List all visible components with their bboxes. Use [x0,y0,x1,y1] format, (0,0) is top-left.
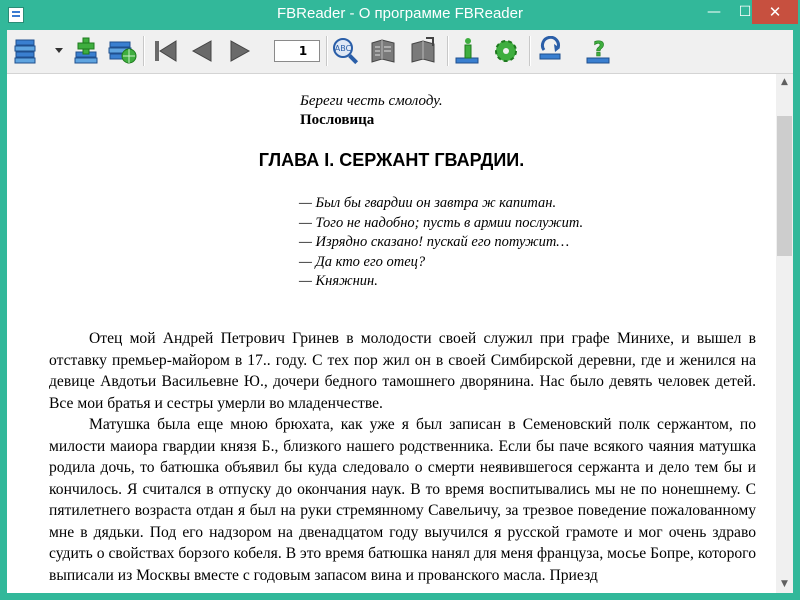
settings-icon[interactable] [491,36,521,66]
poem-line: — Был бы гвардии он завтра ж капитан. [299,195,557,211]
scroll-up-icon[interactable]: ▲ [781,77,788,87]
vertical-scrollbar[interactable] [776,74,793,593]
paragraph: Отец мой Андрей Петрович Гринев в молодости своей служил при графе Минихе, и вышел в отставку премьер-майором в 17.. году. С тех пор жил он в своей Симбирской деревни, где и женился на девице Авдотьи Васильевне Ю., дочери бедного тамошнего дворянина. Нас было девять человек детей. Все мои братья и сестры умерли во младенчестве. [49,330,756,412]
poem-line: — Изрядно сказано! пускай его потужит… [299,234,570,250]
epigraph [300,92,443,130]
page-number-input[interactable] [274,40,320,62]
add-book-icon[interactable] [71,36,101,66]
toolbar [7,30,793,74]
poem-line: — Да кто его отец? [299,253,426,270]
svg-text:?: ? [593,37,605,61]
svg-text:ABC: ABC [334,44,352,53]
dropdown-arrow-icon[interactable] [55,48,63,54]
epigraph-source: Пословица [300,112,375,128]
toolbar-separator [143,36,144,66]
toc-icon[interactable] [368,36,398,66]
paragraph: Матушка была еще мною брюхата, как уже я был записан в Семеновский полк сержантом, по милости маиора гвардии князя Б., близкого нашего родственника. Если бы паче всякого чаяния матушка родила дочь, то батюшка объявил бы куда следовало о смерти неявившегося сержанта и дело тем бы и кончилось. Я считался в отпуску до окончания наук. В то время воспитывались мы не по нонешнему. С пятилетнего возраста отдан я был на руки стремянному Савельичу, за трезвое поведение пожалованному мне в дядьки. Под его надзором на двенадцатом году выучился я русской грамоте и мог очень здраво судить о свойствах борзого кобеля. В это время батюшка нанял для меня француза, мосье Бопре, которого выписали из Москвы вместе с годовым запасом вина и прованского масла. Приезд [49,416,756,584]
window-title: FBReader - О программе FBReader [277,5,523,22]
help-icon[interactable] [584,36,614,66]
go-to-start-icon[interactable] [150,36,180,66]
title-bar[interactable] [0,0,800,30]
book-view[interactable] [7,74,776,593]
chapter-title: ГЛАВА I. СЕРЖАНТ ГВАРДИИ. [258,150,525,170]
page-forward-icon[interactable] [225,36,255,66]
page-back-icon[interactable] [187,36,217,66]
go-to-page-icon[interactable] [408,36,438,66]
library-icon[interactable] [12,36,42,66]
close-button[interactable]: ✕ [752,0,798,24]
search-icon[interactable] [330,36,360,66]
poem-line: — Того не надобно; пусть в армии послужит. [299,214,584,231]
toolbar-separator [529,36,530,66]
network-library-icon[interactable] [107,36,137,66]
book-info-icon[interactable] [453,36,483,66]
scroll-down-icon[interactable]: ▼ [781,579,788,589]
toolbar-separator [326,36,327,66]
scrollbar-thumb[interactable] [777,116,792,256]
epigraph-quote: Береги честь смолоду. [300,93,443,109]
minimize-button[interactable]: — [707,4,721,20]
poem [299,194,583,292]
body-text [49,328,756,586]
toolbar-separator [447,36,448,66]
poem-line: — Княжнин. [299,273,378,289]
rotate-icon[interactable] [536,36,566,66]
maximize-button[interactable]: ☐ [738,4,752,20]
